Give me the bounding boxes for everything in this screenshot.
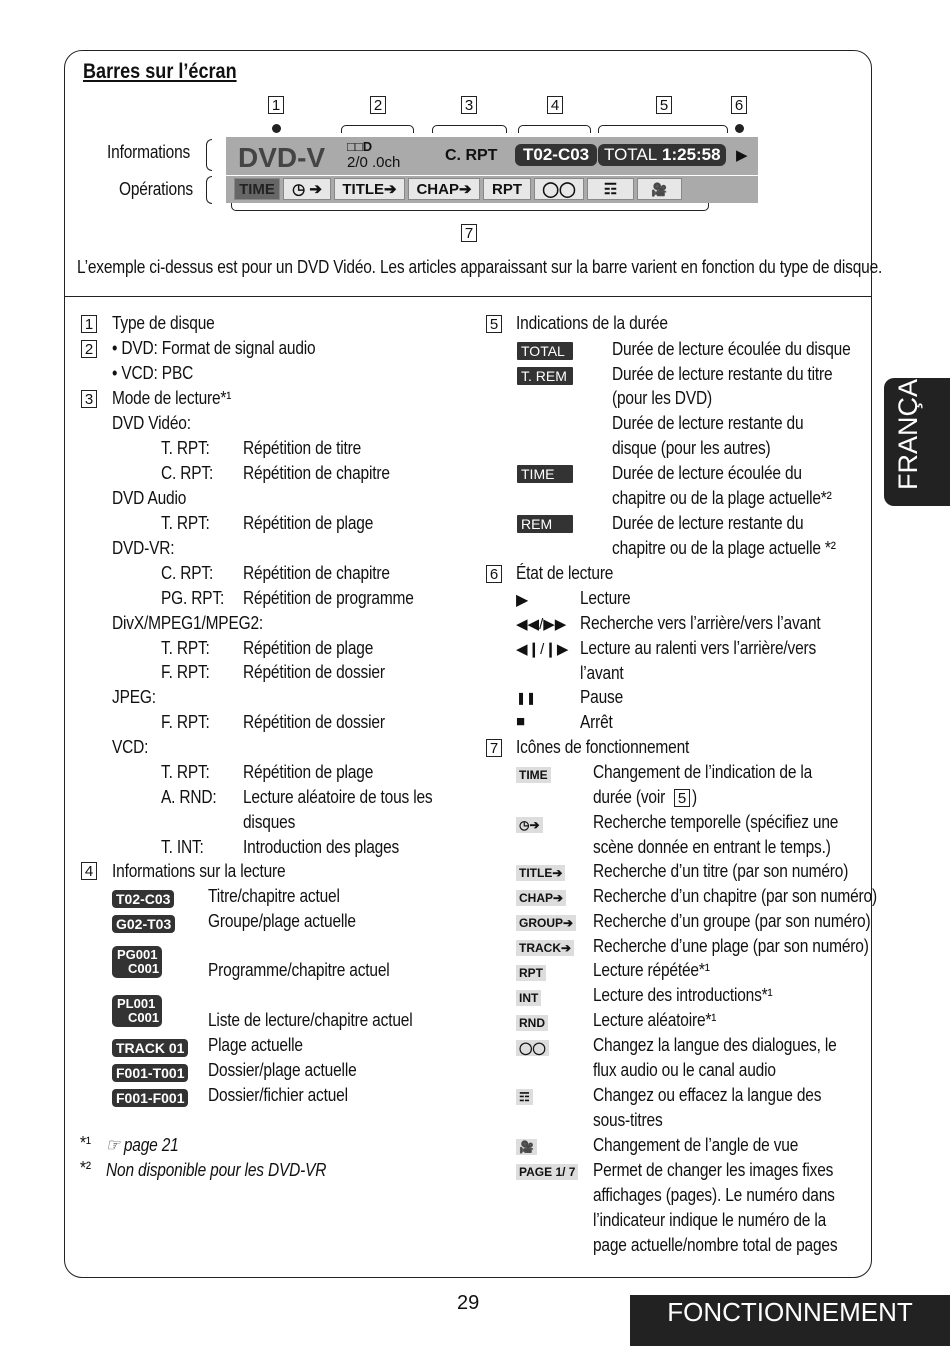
- icon-desc: Permet de changer les images fixes: [593, 1160, 834, 1180]
- item-num-1: 1: [81, 315, 97, 333]
- footnote-1-mark: *¹: [80, 1133, 91, 1153]
- op-time-button[interactable]: TIME: [234, 178, 280, 200]
- state-desc: l’avant: [580, 663, 624, 683]
- icon-desc: Changez ou effacez la langue des: [593, 1085, 822, 1105]
- mode-desc: Répétition de plage: [243, 762, 374, 782]
- mode-desc: Lecture aléatoire de tous les: [243, 787, 433, 807]
- item-num-6: 6: [486, 565, 502, 583]
- time-desc: Durée de lecture écoulée du: [612, 463, 802, 483]
- badge-desc: Liste de lecture/chapitre actuel: [208, 1010, 413, 1030]
- track-info: T02-C03: [515, 144, 597, 166]
- item-num-4: 4: [81, 862, 97, 880]
- dvd-vr-label: DVD-VR:: [112, 538, 175, 558]
- icon-desc: Recherche temporelle (spécifiez une: [593, 812, 839, 832]
- footnote-2-mark: *²: [80, 1158, 91, 1178]
- op-audio-button[interactable]: ◯◯: [534, 178, 584, 200]
- icon-desc: Changement de l’angle de vue: [593, 1135, 799, 1155]
- icon-desc: Recherche d’une plage (par son numéro): [593, 936, 869, 956]
- slow-motion-icon: ◀❙/❙▶: [516, 641, 569, 658]
- badge-desc: Plage actuelle: [208, 1035, 303, 1055]
- icon-desc: affichages (pages). Le numéro dans: [593, 1185, 835, 1205]
- repeat-icon: RPT: [516, 965, 546, 981]
- icon-desc: ): [692, 787, 697, 807]
- badge-total: TOTAL: [517, 342, 573, 360]
- callout-3: 3: [461, 96, 477, 114]
- badge-desc: Programme/chapitre actuel: [208, 960, 390, 980]
- stop-icon: ■: [516, 713, 526, 730]
- ops-row-label: Opérations: [119, 179, 194, 199]
- callout-6: 6: [731, 96, 747, 114]
- badge-track: TRACK 01: [112, 1039, 188, 1057]
- badge-line: PG001: [117, 947, 158, 962]
- info-brace: [206, 139, 212, 171]
- badge-trem: T. REM: [517, 367, 573, 385]
- mode-key: F. RPT:: [161, 712, 210, 732]
- heading-play-info: Informations sur la lecture: [112, 861, 286, 881]
- time-desc: (pour les DVD): [612, 388, 712, 408]
- callout-4: 4: [547, 96, 563, 114]
- group-search-icon: GROUP➔: [516, 915, 576, 931]
- mode-key: F. RPT:: [161, 662, 210, 682]
- chapter-search-icon: CHAP➔: [516, 890, 566, 906]
- op-chap-button[interactable]: CHAP➔: [408, 178, 480, 200]
- heading-op-icons: Icônes de fonctionnement: [516, 737, 690, 757]
- pause-icon: ❚❚: [516, 691, 537, 705]
- icon-desc: Changez la langue des dialogues, le: [593, 1035, 837, 1055]
- time-desc: chapitre ou de la plage actuelle *²: [612, 538, 836, 558]
- footnote-1: ☞ page 21: [106, 1135, 179, 1155]
- angle-icon: 🎥: [516, 1139, 537, 1155]
- dvd-audio-label: DVD Audio: [112, 488, 187, 508]
- time-desc: chapitre ou de la plage actuelle*²: [612, 488, 832, 508]
- page-icon: PAGE 1/ 7: [516, 1164, 578, 1180]
- callout-1: 1: [268, 96, 284, 114]
- mode-desc: Répétition de programme: [243, 588, 414, 608]
- info-row-label: Informations: [107, 142, 191, 162]
- mode-key: T. RPT:: [161, 438, 210, 458]
- page-number: 29: [457, 1292, 480, 1314]
- mode-key: C. RPT:: [161, 463, 214, 483]
- mode-desc: Répétition de titre: [243, 438, 362, 458]
- section-title: Barres sur l’écran: [83, 60, 237, 83]
- op-title-button[interactable]: TITLE➔: [334, 178, 405, 200]
- badge-desc: Dossier/plage actuelle: [208, 1060, 357, 1080]
- mode-desc: Répétition de plage: [243, 638, 374, 658]
- time-search-icon: ◷➔: [516, 817, 543, 833]
- badge-line: C001: [128, 1010, 160, 1025]
- item-num-5: 5: [486, 315, 502, 333]
- mode-key: T. INT:: [161, 837, 204, 857]
- item-num-7: 7: [486, 739, 502, 757]
- badge-group-track: G02-T03: [112, 915, 175, 933]
- dolby-icon: □□D: [347, 139, 373, 154]
- title-search-icon: TITLE➔: [516, 865, 565, 881]
- audio-icon: ◯◯: [516, 1040, 549, 1056]
- time-desc: Durée de lecture écoulée du disque: [612, 339, 851, 359]
- callout-5: 5: [656, 96, 672, 114]
- ref-num-5: 5: [674, 789, 690, 807]
- section-divider: [64, 296, 872, 297]
- mode-key: PG. RPT:: [161, 588, 225, 608]
- op-rpt-button[interactable]: RPT: [483, 178, 531, 200]
- badge-desc: Titre/chapitre actuel: [208, 886, 340, 906]
- badge-desc: Dossier/fichier actuel: [208, 1085, 348, 1105]
- ops-brace: [206, 176, 212, 204]
- op-subtitle-button[interactable]: ☶: [587, 178, 634, 200]
- callout-2: 2: [370, 96, 386, 114]
- state-desc: Pause: [580, 687, 624, 707]
- icon-desc: Recherche d’un groupe (par son numéro): [593, 911, 871, 931]
- icon-desc: sous-titres: [593, 1110, 663, 1130]
- repeat-mode: C. RPT: [445, 147, 498, 164]
- badge-line: PL001: [117, 996, 156, 1011]
- jpeg-label: JPEG:: [112, 687, 156, 707]
- op-time-search-button[interactable]: ◷ ➔: [283, 178, 331, 200]
- icon-desc: scène donnée en entrant le temps.): [593, 837, 831, 857]
- icon-desc: Changement de l’indication de la: [593, 762, 813, 782]
- mode-desc-cont: disques: [243, 812, 296, 832]
- icon-desc: l’indicateur indique le numéro de la: [593, 1210, 827, 1230]
- time-desc: Durée de lecture restante du: [612, 513, 804, 533]
- heading-time-indications: Indications de la durée: [516, 313, 668, 333]
- mode-key: A. RND:: [161, 787, 217, 807]
- state-desc: Arrêt: [580, 712, 613, 732]
- footnote-2: Non disponible pour les DVD-VR: [106, 1160, 327, 1180]
- badge-folder-track: F001-T001: [112, 1064, 188, 1082]
- top-note: L’exemple ci-dessus est pour un DVD Vidéo. Les articles apparaissant sur la barre varient en fonction du type de disque.: [77, 257, 883, 277]
- disc-type: DVD-V: [238, 142, 326, 173]
- state-desc: Lecture: [580, 588, 631, 608]
- mode-desc: Répétition de dossier: [243, 712, 385, 732]
- dvd-video-label: DVD Vidéo:: [112, 413, 191, 433]
- icon-desc: page actuelle/nombre total de pages: [593, 1235, 838, 1255]
- icon-desc: Lecture répétée*¹: [593, 960, 710, 980]
- icon-desc: Recherche d’un chapitre (par son numéro): [593, 886, 877, 906]
- vcd-label: VCD:: [112, 737, 149, 757]
- time-icon: TIME: [516, 767, 551, 783]
- callout-6-pointer: [735, 124, 744, 133]
- callout-5-bracket: [598, 125, 728, 133]
- item-num-3: 3: [81, 390, 97, 408]
- state-desc: Lecture au ralenti vers l’arrière/vers: [580, 638, 817, 658]
- play-icon: ▶: [516, 592, 529, 609]
- heading-disc-type: Type de disque: [112, 313, 215, 333]
- callout-7-bracket: [231, 203, 709, 211]
- audio-format: 2/0 .0ch: [347, 154, 401, 171]
- op-angle-button[interactable]: 🎥: [637, 178, 682, 200]
- divx-label: DivX/MPEG1/MPEG2:: [112, 613, 264, 633]
- callout-3-bracket: [432, 125, 507, 133]
- callout-1-pointer: [272, 124, 281, 133]
- search-icon: ◀◀/▶▶: [516, 616, 567, 633]
- track-search-icon: TRACK➔: [516, 940, 574, 956]
- mode-key: C. RPT:: [161, 563, 214, 583]
- mode-desc: Introduction des plages: [243, 837, 400, 857]
- mode-key: T. RPT:: [161, 762, 210, 782]
- random-icon: RND: [516, 1015, 548, 1031]
- badge-time: TIME: [517, 465, 573, 483]
- mode-desc: Répétition de dossier: [243, 662, 385, 682]
- time-desc: disque (pour les autres): [612, 438, 771, 458]
- section-footer: FONCTIONNEMENT: [630, 1295, 950, 1346]
- badge-title-chapter: T02-C03: [112, 890, 174, 908]
- subtitle-icon: ☶: [516, 1089, 533, 1105]
- icon-desc: flux audio ou le canal audio: [593, 1060, 776, 1080]
- callout-7: 7: [461, 224, 477, 242]
- mode-desc: Répétition de chapitre: [243, 563, 390, 583]
- badge-folder-file: F001-F001: [112, 1089, 188, 1107]
- mode-desc: Répétition de chapitre: [243, 463, 390, 483]
- time-desc: Durée de lecture restante du: [612, 413, 804, 433]
- intro-icon: INT: [516, 990, 541, 1006]
- time-label: TOTAL: [604, 145, 658, 164]
- icon-desc: durée (voir: [593, 787, 666, 807]
- mode-key: T. RPT:: [161, 638, 210, 658]
- icon-desc: Lecture des introductions*¹: [593, 985, 773, 1005]
- icon-desc: Recherche d’un titre (par son numéro): [593, 861, 849, 881]
- heading-play-mode: Mode de lecture*¹: [112, 388, 232, 408]
- icon-desc: Lecture aléatoire*¹: [593, 1010, 717, 1030]
- item-num-2: 2: [81, 340, 97, 358]
- mode-key: T. RPT:: [161, 513, 210, 533]
- audio-format-item: • DVD: Format de signal audio: [112, 338, 316, 358]
- language-tab: [884, 353, 950, 506]
- state-desc: Recherche vers l’arrière/vers l’avant: [580, 613, 821, 633]
- badge-line: C001: [128, 961, 160, 976]
- callout-4-bracket: [518, 125, 591, 133]
- badge-desc: Groupe/plage actuelle: [208, 911, 356, 931]
- pbc-item: • VCD: PBC: [112, 363, 194, 383]
- play-state-icon: ▶: [736, 147, 748, 164]
- language-label: FRANÇAIS: [893, 353, 923, 490]
- callout-2-bracket: [341, 125, 414, 133]
- badge-rem: REM: [517, 515, 573, 533]
- time-value: 1:25:58: [662, 145, 721, 164]
- time-desc: Durée de lecture restante du titre: [612, 364, 833, 384]
- mode-desc: Répétition de plage: [243, 513, 374, 533]
- heading-play-state: État de lecture: [516, 563, 614, 583]
